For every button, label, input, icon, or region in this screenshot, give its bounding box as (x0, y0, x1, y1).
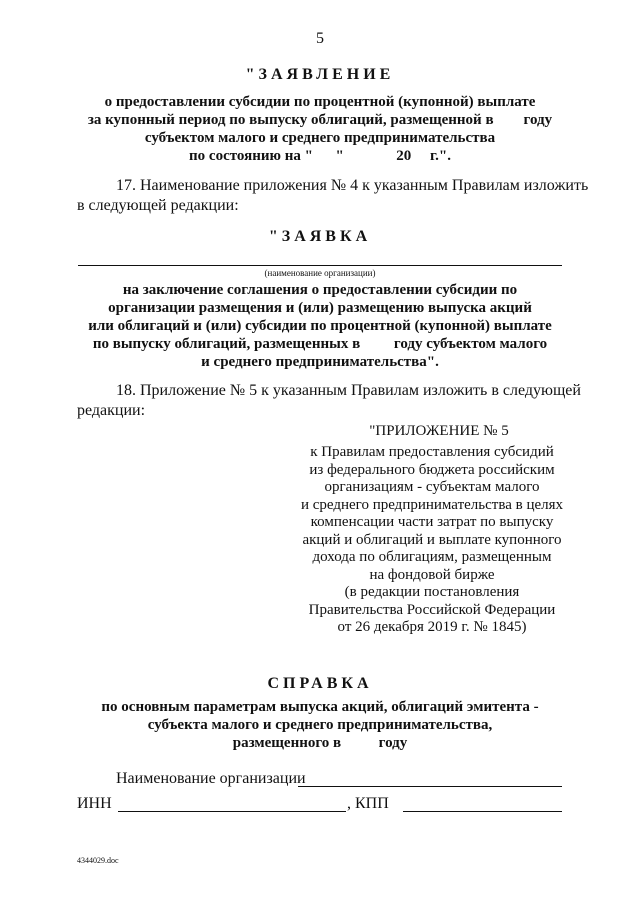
item17-line-2: в следующей редакции: (77, 197, 239, 214)
appendix-title: "ПРИЛОЖЕНИЕ № 5 (369, 423, 509, 439)
spravka-line-3: размещенного в году (232, 735, 408, 751)
appendix-block (300, 423, 564, 637)
zayavlenie-line-2: за купонный период по выпуску облигаций, размещенной в году (87, 112, 553, 128)
spravka-title: СПРАВКА (267, 675, 373, 692)
organization-name-caption: (наименование организации) (264, 268, 376, 278)
appendix-line-8: (в редакции постановления (344, 584, 520, 600)
zayavka-line-2: организации размещения и (или) размещению выпуска акций (108, 300, 532, 316)
zayavlenie-line-1: о предоставлении субсидии по процентной (купонной) выплате (104, 94, 536, 110)
page-number: 5 (316, 30, 324, 47)
appendix-line-4: компенсации части затрат по выпуску (310, 514, 554, 530)
footer-filename: 4344029.doc (77, 856, 119, 865)
organization-name-label: Наименование организации (116, 770, 306, 787)
appendix-line-0: к Правилам предоставления субсидий (310, 444, 554, 460)
zayavlenie-title: "ЗАЯВЛЕНИЕ (245, 66, 395, 83)
zayavlenie-line-3: субъектом малого и среднего предпринимательства (144, 130, 496, 146)
zayavlenie-line-4: по состоянию на " " 20 г.". (189, 148, 451, 164)
appendix-line-7: на фондовой бирже (369, 566, 495, 583)
zayavka-line-3: или облигаций и (или) субсидии по процентной (купонной) выплате (88, 318, 552, 334)
organization-name-line (78, 265, 562, 266)
appendix-line-5: акций и облигаций и выплате купонного (302, 531, 562, 548)
inn-label: ИНН (77, 795, 112, 812)
zayavka-line-1: на заключение соглашения о предоставлении субсидии по (122, 282, 518, 298)
item18-line-1: 18. Приложение № 5 к указанным Правилам изложить в следующей (116, 382, 581, 399)
appendix-line-10: от 26 декабря 2019 г. № 1845) (337, 619, 527, 635)
appendix-line-1: из федерального бюджета российским (309, 461, 555, 478)
kpp-label: , КПП (347, 795, 389, 812)
zayavka-title: "ЗАЯВКА (268, 228, 372, 245)
appendix-line-3: и среднего предпринимательства в целях (300, 496, 564, 513)
appendix-line-6: дохода по облигациям, размещенным (312, 549, 552, 565)
appendix-line-2: организациям - субъектам малого (324, 479, 540, 495)
appendix-line-9: Правительства Российской Федерации (308, 601, 556, 618)
organization-name-field[interactable] (298, 786, 562, 787)
zayavka-line-5: и среднего предпринимательства". (201, 354, 439, 370)
kpp-field[interactable] (403, 811, 562, 812)
item18-line-2: редакции: (77, 402, 146, 419)
spravka-line-1: по основным параметрам выпуска акций, облигаций эмитента - (101, 699, 539, 715)
inn-field[interactable] (118, 811, 346, 812)
zayavka-line-4: по выпуску облигаций, размещенных в году субъектом малого (92, 336, 548, 352)
spravka-line-2: субъекта малого и среднего предпринимательства, (147, 717, 493, 733)
item17-line-1: 17. Наименование приложения № 4 к указанным Правилам изложить (116, 177, 589, 194)
